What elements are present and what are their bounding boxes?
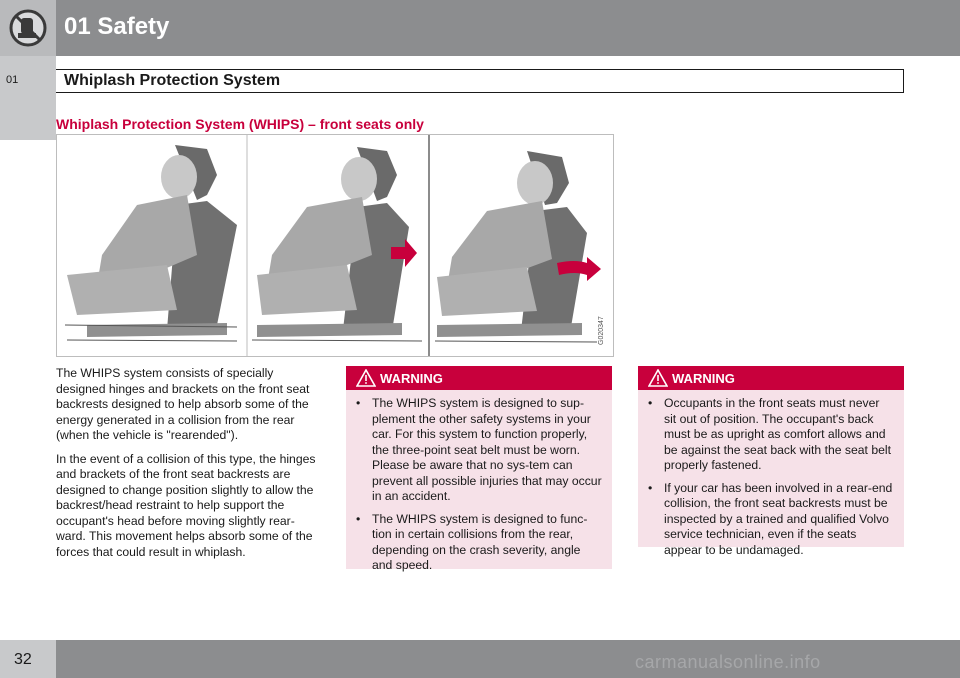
figure-code: G020347 — [598, 316, 605, 345]
no-child-seat-icon — [0, 0, 56, 56]
body-paragraph: In the event of a collision of this type, the hinges and brackets of the front seat backrests are designed to change position slightly to allow the backrest/head restraint to help support the occupant's head before moving slightly rear-ward. This movement helps absorb some of the forces that could result in whiplash. — [56, 451, 316, 559]
warning-triangle-icon — [356, 369, 376, 387]
warning-item: • If your car has been involved in a rear-end collision, the front seat backrests must be inspected by a trained and qualified Volvo service technician, even if the seats appear to be undamaged. — [648, 480, 893, 557]
warning-label: WARNING — [380, 371, 443, 386]
body-text — [56, 366, 324, 568]
seat-panel-collision-start — [252, 147, 422, 341]
whips-illustration — [56, 134, 614, 357]
section-title: Whiplash Protection System — [64, 72, 281, 89]
subheading: Whiplash Protection System (WHIPS) – front seats only — [56, 116, 424, 132]
warning-box — [346, 366, 612, 572]
warning-box — [638, 366, 904, 557]
warning-item: • Occupants in the front seats must never sit out of position. The occupant's back must be as upright as comfort allows and be against the seat back with the seat belt properly fastened. — [648, 396, 891, 472]
bullet: • — [356, 511, 361, 526]
warning-label: WARNING — [672, 371, 735, 386]
bullet: • — [356, 396, 361, 410]
warning-triangle-icon — [648, 369, 668, 387]
chapter-title: 01 Safety — [64, 13, 170, 40]
body-paragraph: The WHIPS system consists of specially designed hinges and brackets on the front seat backrests designed to help absorb some of the energy generated in a collision from the rear (when the vehicle is "rearended"). — [56, 366, 310, 442]
seat-panel-normal — [65, 145, 237, 341]
chapter-tab — [0, 0, 56, 56]
bullet: • — [648, 480, 653, 495]
sidebar-chapter-number: 01 — [6, 74, 19, 86]
sidebar-tab — [0, 56, 56, 140]
warning-item: • The WHIPS system is designed to func-tion in certain collisions from the rear, depending on the crash severity, angle and speed. — [356, 511, 588, 572]
page-number: 32 — [14, 651, 32, 668]
seat-panel-collision-absorbed — [435, 151, 605, 345]
warning-item: • The WHIPS system is designed to sup-plement the other safety systems in your car. For this system to function properly, the three-point seat belt must be worn. Please be aware that no sys-tem can prevent all possible injuries that may occur in an accident. — [356, 396, 602, 503]
warning-header — [638, 366, 904, 390]
warning-header — [346, 366, 612, 390]
watermark: carmanualsonline.info — [635, 652, 821, 672]
bullet: • — [648, 396, 653, 410]
